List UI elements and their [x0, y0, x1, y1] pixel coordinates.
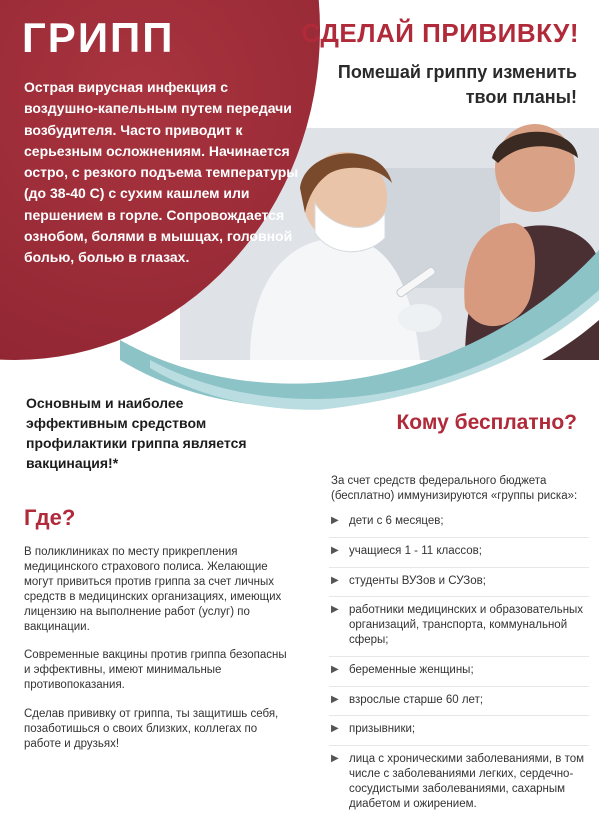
bullet-icon: ▶ [331, 544, 339, 556]
list-item: ▶ дети с 6 месяцев; [329, 514, 589, 538]
bullet-icon: ▶ [331, 604, 339, 616]
list-item: ▶ лица с хроническими заболеваниями, в том числе с заболеваниями легких, сердечно-сосудистыми заболеваниями, сахарным диабетом и ожирением. [331, 753, 585, 810]
flu-description: Острая вирусная инфекция с воздушно-капельным путем передачи возбудителя. Часто приводит к серьезным осложнениям. Начинается остро, с резкого подъема температуры (до 38-40 С) с сухим кашлем или першением в горле. Сопровождается ознобом, болями в мышцах, головной болью, болью в глазах. [24, 79, 299, 266]
bullet-icon: ▶ [331, 753, 339, 765]
cta-subtitle: Помешай гриппу изменить твои планы! [337, 62, 577, 107]
list-item: ▶ студенты ВУЗов и СУЗов; [329, 574, 589, 598]
bullet-icon: ▶ [331, 663, 339, 675]
list-item: ▶ работники медицинских и образовательных организаций, транспорта, коммунальной сферы; [329, 603, 589, 656]
bullet-icon: ▶ [331, 723, 339, 735]
where-paragraph: В поликлиниках по месту прикрепления медицинского страхового полиса. Желающие могут привиться против гриппа за счет личных средств в медицинских организациях, имеющих лицензию на выполнение работ (услуг) по вакцинации. [24, 546, 282, 633]
cta-title: СДЕЛАЙ ПРИВИВКУ! [301, 18, 579, 48]
main-claim: Основным и наиболее эффективным средством профилактики гриппа является вакцинация!* [26, 395, 247, 471]
list-item: ▶ взрослые старше 60 лет; [329, 693, 589, 717]
whom-heading: Кому бесплатно? [396, 411, 577, 434]
whom-intro: За счет средств федерального бюджета (бесплатно) иммунизируются «группы риска»: [331, 475, 578, 502]
where-heading: Где? [24, 505, 76, 530]
bullet-icon: ▶ [331, 515, 339, 526]
where-paragraph: Современные вакцины против гриппа безопасны и эффективны, имеют минимальные противопоказания. [24, 649, 287, 692]
risk-group-list [329, 514, 589, 825]
bullet-icon: ▶ [331, 574, 339, 586]
page-title: ГРИПП [22, 14, 175, 61]
list-item: ▶ призывники; [329, 722, 589, 746]
list-item: ▶ беременные женщины; [329, 663, 589, 687]
list-item: ▶ учащиеся 1 - 11 классов; [329, 544, 589, 568]
where-text [24, 545, 294, 752]
where-paragraph: Сделав прививку от гриппа, ты защитишь себя, позаботишься о своих близких, коллегах по работе и друзьях! [24, 708, 279, 750]
bullet-icon: ▶ [331, 693, 339, 705]
